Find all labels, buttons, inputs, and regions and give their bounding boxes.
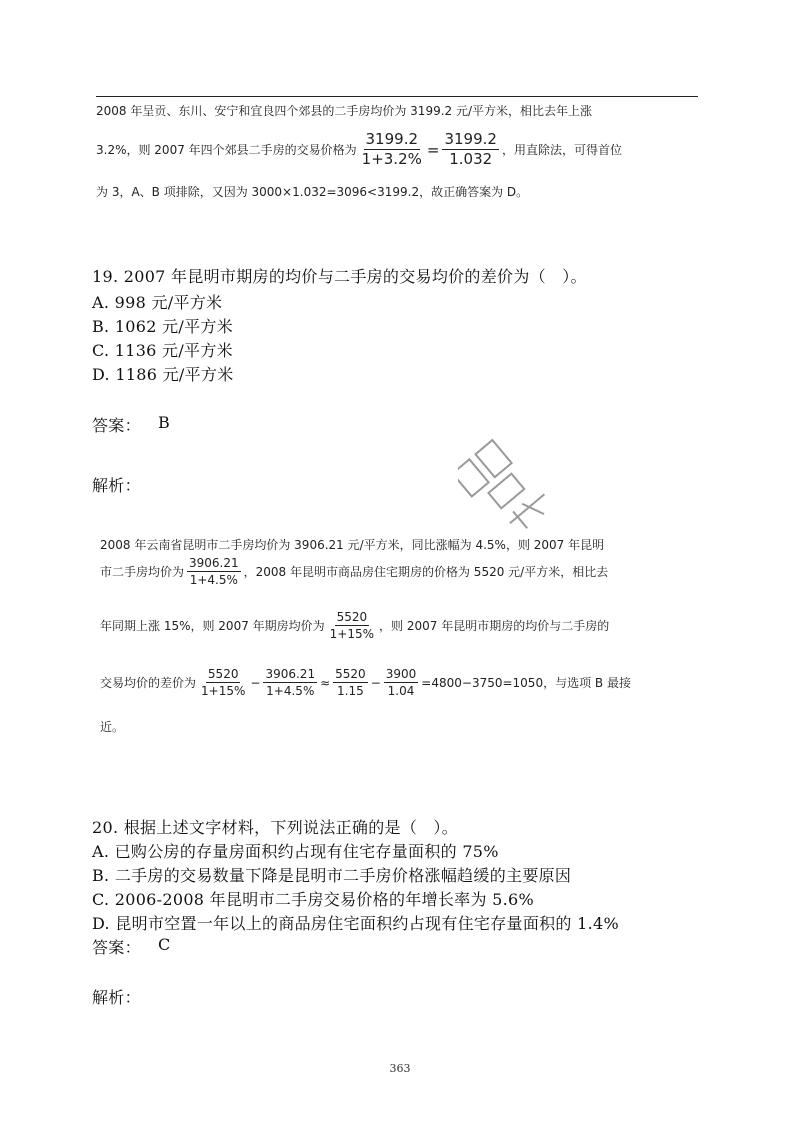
watermark-logo: [458, 428, 568, 548]
q19-analysis-line4: [100, 667, 631, 698]
prev-analysis-line1: 2008 年呈贡、东川、安宁和宜良四个郊县的二手房均价为 3199.2 元/平方米，相比去年上涨: [96, 104, 593, 118]
q19-analysis-line1: 2008 年云南省昆明市二手房均价为 3906.21 元/平方米，同比涨幅为 4.5%，则 2007 年昆明: [100, 538, 605, 552]
fraction-b: [328, 610, 376, 641]
q20-option-a: A. 已购公房的存量房面积约占现有住宅存量面积的 75%: [92, 842, 499, 861]
fraction-a: [187, 556, 241, 587]
fraction-f3: [333, 667, 368, 698]
q20-option-c: C. 2006-2008 年昆明市二手房交易价格的年增长率为 5.6%: [92, 890, 535, 909]
q19-analysis-line3-b: ，则 2007 年昆明市期房的均价与二手房的: [379, 619, 610, 633]
fraction-1-denominator: 1+3.2%: [361, 150, 422, 168]
watermark-shape-4: [505, 489, 554, 535]
minus-sign-2: −: [370, 675, 381, 690]
fraction-f3-numerator: 5520: [335, 667, 366, 681]
fraction-2: [442, 131, 499, 168]
q20-option-b: B. 二手房的交易数量下降是昆明市二手房价格涨幅趋缓的主要原因: [92, 866, 572, 885]
fraction-f1: [199, 667, 247, 698]
header-rule: [96, 96, 698, 97]
q19-option-a: A. 998 元/平方米: [92, 293, 223, 312]
fraction-f2: [263, 667, 317, 698]
fraction-a-denominator: 1+4.5%: [189, 573, 238, 587]
q19-answer: B: [158, 413, 171, 432]
prev-analysis-line2-a: 3.2%，则 2007 年四个郊县二手房的交易价格为: [96, 143, 357, 157]
equals-sign: =: [426, 140, 440, 159]
q19-analysis-line5: 近。: [100, 720, 125, 734]
fraction-b-numerator: 5520: [336, 610, 368, 624]
q19-analysis-line2-b: ，2008 年昆明市商品房住宅期房的价格为 5520 元/平方米，相比去: [243, 565, 609, 579]
q19-analysis-line2-a: 市二手房均价为: [100, 565, 185, 579]
q19-analysis-line4-b: =4800−3750=1050，与选项 B 最接: [421, 676, 631, 690]
q19-analysis-line2: [100, 556, 608, 587]
fraction-a-numerator: 3906.21: [189, 556, 239, 570]
q19-stem: 19. 2007 年昆明市期房的均价与二手房的交易均价的差价为（ ）。: [92, 267, 587, 286]
fraction-f3-denominator: 1.15: [337, 684, 364, 698]
q19-option-b: B. 1062 元/平方米: [92, 317, 234, 336]
q19-option-c: C. 1136 元/平方米: [92, 341, 233, 360]
fraction-1-numerator: 3199.2: [365, 130, 419, 148]
fraction-2-numerator: 3199.2: [444, 130, 497, 148]
fraction-f4-denominator: 1.04: [387, 684, 415, 698]
fraction-f4-numerator: 3900: [385, 667, 417, 681]
q20-option-d: D. 昆明市空置一年以上的商品房住宅面积约占现有住宅存量面积的 1.4%: [92, 914, 619, 933]
q19-analysis-line3-a: 年同期上涨 15%，则 2007 年期房均价为: [100, 619, 325, 633]
q19-analysis-line3: [100, 610, 609, 641]
fraction-f2-numerator: 3906.21: [265, 667, 316, 681]
fraction-f1-numerator: 5520: [207, 667, 239, 681]
minus-sign-1: −: [250, 675, 261, 690]
q20-stem: 20. 根据上述文字材料，下列说法正确的是（ ）。: [92, 818, 459, 837]
page-number: 363: [389, 1062, 411, 1075]
q19-analysis-line4-a: 交易均价的差价为: [100, 676, 197, 690]
prev-analysis-line3: 为 3，A、B 项排除，又因为 3000×1.032=3096<3199.2，故正确答案为 D。: [96, 185, 529, 199]
prev-analysis-line2: [96, 131, 622, 168]
fraction-f2-denominator: 1+4.5%: [266, 684, 315, 698]
prev-analysis-line2-b: ，用直除法，可得首位: [501, 143, 622, 157]
q20-answer-label: 答案：: [92, 938, 141, 957]
fraction-2-denominator: 1.032: [449, 150, 493, 168]
q19-answer-label: 答案：: [92, 416, 141, 435]
approx-sign: ≈: [320, 675, 331, 690]
q20-answer: C: [158, 935, 171, 954]
q19-option-d: D. 1186 元/平方米: [92, 365, 234, 384]
fraction-1: [360, 131, 424, 168]
watermark-shape-3: [488, 474, 524, 509]
q20-analysis-label: 解析：: [92, 988, 141, 1007]
fraction-b-denominator: 1+15%: [329, 627, 375, 641]
fraction-f4: [384, 667, 419, 698]
fraction-f1-denominator: 1+15%: [201, 684, 246, 698]
q19-analysis-label: 解析：: [92, 476, 141, 495]
